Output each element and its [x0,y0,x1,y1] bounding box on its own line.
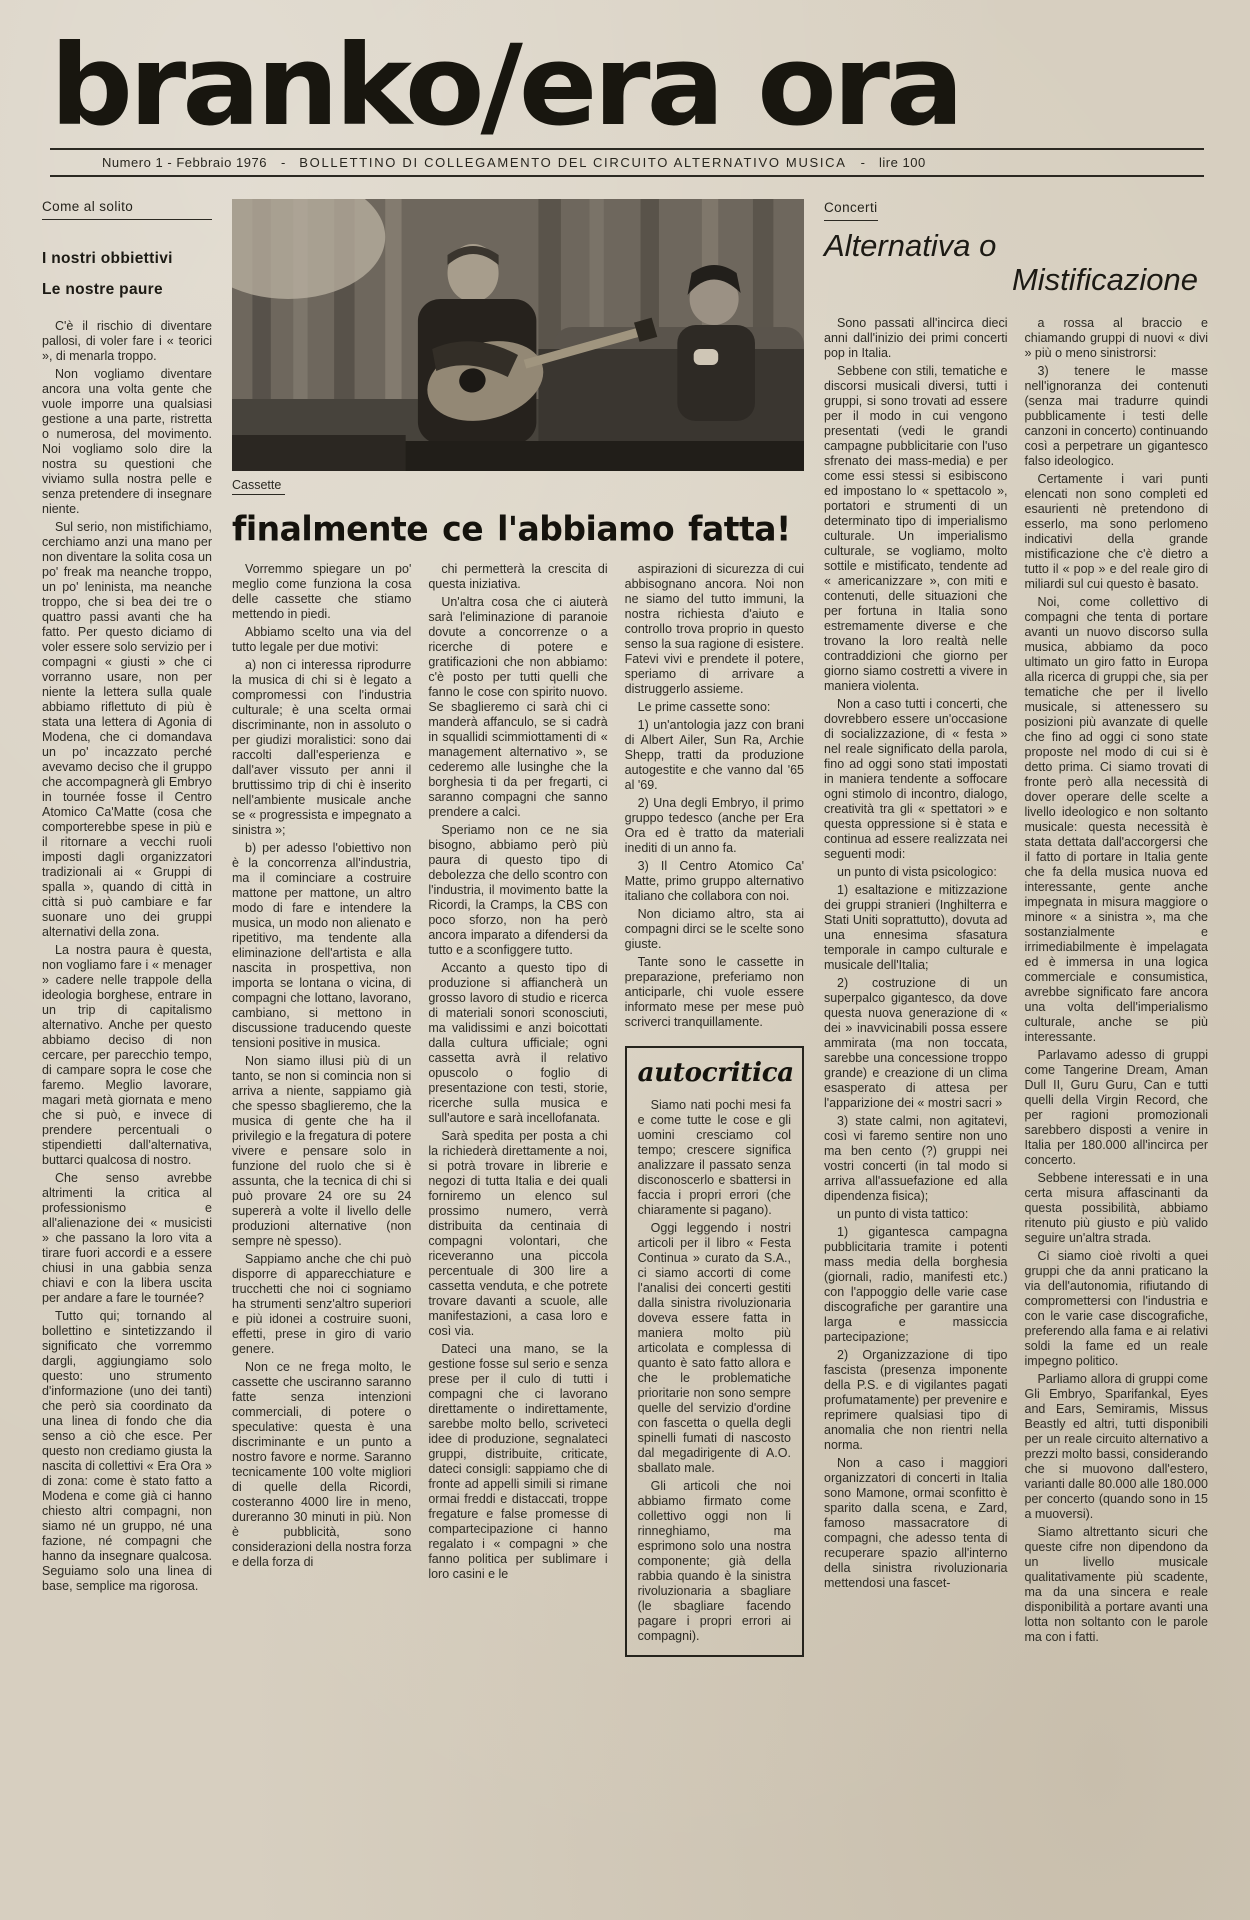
paragraph: un punto di vista tattico: [837,1207,969,1222]
paragraph: Dateci una mano, se la gestione fosse sul serio e senza prese per il culo di tutti i compagni che ci lavorano direttamente o indirettamente, sarebbe molto bello, scriveteci idee di produzione, segnalateci gruppi, distribuite, criticate, dateci consigli: sappiamo che di fronte ad appelli simili si rimane ormai freddi e distaccati, troppe fregature e false promesse di compartecipazione ci hanno regalato i « compagni » che fanno politica per sublimare i loro casini e le [428,1341,608,1581]
paragraph: 2) Una degli Embryo, il primo gruppo tedesco (anche per Era Ora ed è tratto da materiali inediti di un anno fa. [624,795,804,855]
kicker-concerti: Concerti [824,200,878,221]
paragraph: Sul serio, non mistifichiamo, cerchiamo anzi una mano per non diventare la solita cosa un po' freak ma neanche troppo, un po' leninista, ma neanche troppo, che si bea dei tre o quattro passi avanti che ha fatto. Per questo diciamo di voler essere solo servizio per i compagni « giusti » che ci vorranno usare, non per niente la lettera sulla quale abbiamo riflettuto di più è stata una lettera di Agonia di Modena, che ci domandava un po' incazzato perché avevamo deciso che il gruppo che accompagnerà gli Embryo in tournée fosse il Centro Atomico Ca'Matte (cosa che comporterebbe spese in più e il ritornare a vecchi ruoli imposti dagli organizzatori tradizionali ai « Gruppi di spalla », quando di città in città si può cambiare e far suonare uno dei gruppi alternativi della zona. [42,519,212,939]
photo-caption-cassette: Cassette [232,478,285,495]
left-article-body [42,319,212,1594]
paragraph: Abbiamo scelto una via del tutto legale per due motivi: [232,624,412,654]
paragraph: Non a caso i maggiori organizzatori di concerti in Italia sono Mamone, ormai sconfitto è sparito dalla scena, e Zard, famoso massacratore di compagni, che adesso tenta di recuperare spazio all'interno della sinistra rivoluzionaria mettendosi una fascet- [824,1456,1008,1591]
concerti-column-2 [1025,316,1209,1648]
photo-blues-musician-and-woman [232,199,804,471]
paragraph: chi permetterà la crescita di questa iniziativa. [428,561,608,591]
masthead [42,21,1208,177]
issue-number: Numero 1 - Febbraio 1976 [102,154,267,170]
cassette-column-3-body [625,562,804,1030]
cassette-column-1 [232,562,411,1657]
paragraph: Sebbene con stili, tematiche e discorsi musicali diversi, tutti i gruppi, si sono trovati ad essere per il modo in cui vengono presentati (vedi le grandi campagne pubblicitarie con l'uso sfrenato dei mass-media) e per come essi stessi si esibiscono ed impostano lo « spettacolo », portatori e strumenti di un determinato tipo di imperialismo culturale. Un imperialismo culturale, se vogliamo, molto sottile e mistificato, tendente ad « americanizzare », con miti e contenuti, delle situazioni che per fortuna in Italia sono estremamente diverse e che trovano la loro realtà nelle contraddizioni che giorno per giorno siamo costretti a vivere in maniera violenta. [824,364,1008,694]
paragraph: a) non ci interessa riprodurre la musica di chi si è legato a compromessi con l'industria culturale; è una scelta ormai discriminante, non in assoluto o per giudizi moralistici: sono dai raccolti dall'esperienza e dall'aver vissuto per anni il bruttissimo trip di chi è inserito nell'ambiente musicale anche se « progressista e impegnato a sinistra »; [232,657,412,837]
cassette-column-3 [625,562,804,1657]
heading-obbiettivi: I nostri obbiettivi [42,249,173,267]
paragraph: a rossa al braccio e chiamando gruppi di nuovi « divi » più o meno sinistrorsi: [1024,316,1208,361]
paragraph: 3) tenere le masse nell'ignoranza dei contenuti (senza mai tradurre quindi pubblicamente i testi delle canzoni in concerto) continuando così a perpetrare un gigantesco falso ideologico. [1024,364,1208,469]
paragraph: Non a caso tutti i concerti, che dovrebbero essere un'occasione di socializzazione, di « festa » nel reale significato della parola, fino ad oggi sono stati impostati in maniera tendente a soffocare ogni stimolo di incontro, dialogo, creatività tra gli « spettatori » e questa oppressione si è stata e continua ad essere realizzata nei seguenti modi: [824,697,1008,862]
concerti-headline [824,229,1208,298]
paragraph: Siamo altrettanto sicuri che queste cifre non dipendono da un livello musicale qualitativamente più scadente, ma da una sincera e reale disponibilità a portare avanti una lotta non soltanto con le parole ma con i fatti. [1024,1525,1208,1645]
concerti-headline-line2: Mistificazione [1011,262,1198,298]
paragraph: Parliamo allora di gruppi come Gli Embryo, Sparifankal, Eyes and Ears, Semiramis, Missus Beastly ed altri, tutti disponibili per un reale circuito alternativo a prezzi molto bassi, considerando che si muovono dall'estero, varianti dalle 80.000 alle 180.000 per concerto (quando sono in 15 a muoversi). [1024,1372,1208,1522]
paragraph: Accanto a questo tipo di produzione si affiancherà un grosso lavoro di studio e ricerca di materiali sonori sconosciuti, ma validissimi e anzi boicottati dalla cultura ufficiale; ogni cassetta avrà il relativo opuscolo o foglio di presentazione con testi, storie, ricerche sulla musica e sull'autore e sarà incellofanata. [428,960,608,1125]
cassette-column-2 [428,562,607,1657]
paragraph: Sappiamo anche che chi può disporre di apparecchiature e trucchetti che noi ci sogniamo ha strumenti senz'altro superiori e più idonei a costruire suoni, effetti, prese in giro di vario genere. [232,1251,412,1356]
paragraph: Tante sono le cassette in preparazione, preferiamo non anticiparle, chi vuole essere informato mese per mese può scriverci tranquillamente. [624,954,804,1029]
paragraph: 1) un'antologia jazz con brani di Albert Ailer, Sun Ra, Archie Shepp, tratti da produzione autogestite e che vanno dal '65 al '69. [624,717,804,792]
content-grid [42,199,1208,1657]
paragraph: Che senso avrebbe altrimenti la critica al professionismo e all'alienazione dei « musicisti » che passano la loro vita a tirare fuori accordi e a essere chiusi in una gabbia senza chiavi e con la libera uscita per andare a fare le tournée? [42,1170,212,1305]
paragraph: Le prime cassette sono: [637,699,771,714]
paragraph: b) per adesso l'obiettivo non è la concorrenza all'industria, ma il cominciare a costruire mattone per mattone, un altro modo di fare e intendere la musica, un modo non alienato e ripetitivo, ma tendente alla eliminazione dell'artista e alla nascita in prospettiva, non importa se lontana o vicina, di compagni che lottano, lavorano, cambiano, si mettono in discussione traducendo queste tensioni positive in musica. [232,840,412,1050]
paragraph: Non vogliamo diventare ancora una volta gente che vuole imporre una qualsiasi gestione a una parte, ristretta o numerosa, del movimento. Noi vogliamo solo dire la nostra su questioni che viviamo sulla nostra pelle e senza pretendere di insegnare niente. [42,366,212,516]
autocritica-box [625,1046,804,1657]
concerti-headline-line1: Alternativa o [824,227,997,263]
paragraph: Un'altra cosa che ci aiuterà sarà l'eliminazione di paranoie dovute a concorrenze o a ricerche di potere e gratificazioni che non abbiamo: c'è posto per tutti quelli che fanno le cose con spirito nuovo. Se sbaglieremo ci sarà chi ci manderà affanculo, se si cadrà in squallidi scimmiottamenti di « management alternativo », se cederemo alle lusinghe che la borghesia ti da per fregarti, ci saranno compagni che sanno prendere a calci. [428,594,608,819]
paragraph: Non ce ne frega molto, le cassette che usciranno saranno fatte senza intenzioni commerciali, di potere o speculative: questa è una discriminante e un punto a nostro favore e norme. Saranno tecnicamente 100 volte migliori di quelle della Ricordi, costeranno 4000 lire in meno, dureranno 30 minuti in più. Non è pubblicità, sono considerazioni della nostra forza e della forza di [232,1359,412,1569]
cassette-headline: finalmente ce l'abbiamo fatta! [232,508,791,549]
concerti-column-1 [824,316,1008,1648]
paragraph: Non siamo illusi più di un tanto, se non si comincia non si arriva a niente, sappiamo già che spesso sbaglieremo, che la musica di gente che ha il privilegio e la fregatura di potere vivere e pensare solo in funzione del ruolo che si è assunta, che la tecnica di chi si può provare 24 ore su 24 supererà a volte il livello delle produzioni alternative (non sempre nè spesso). [232,1053,412,1248]
paragraph: Speriamo non ce ne sia bisogno, abbiamo però più paura di questo tipo di debolezza che dello scontro con l'industria, il movimento batte la Ricordi, la Cramps, la CBS con poco sforzo, non ha però ancora imparato a difendersi da tutto e a sconfiggere tutto. [428,822,608,957]
kicker-come-al-solito: Come al solito [42,199,212,220]
paragraph: Sarà spedita per posta a chi la richiederà direttamente a noi, si potrà trovare in librerie e negozi di tutta Italia e dei quali forniremo un elenco sul prossimo numero, verrà distribuita da centinaia di compagni volontari, che riceveranno una piccola percentuale di 300 lire a cassetta venduta, e che potrete trovare davanti a scuole, alle manifestazioni, a casa loro e così via. [428,1128,608,1338]
paragraph: La nostra paura è questa, non vogliamo fare i « menager » cadere nelle trappole della ideologia borghese, entrare in un trip di capitalismo alternativo. Anche per questo abbiamo deciso di non cercare, per parecchio tempo, di campare sopra le cose che faremo. Meglio lavorare, magari metà giornata e meno che si può, e invece di prendere percentuali o stipendietti dall'alternativa, buttarci qualcosa di nostro. [42,942,212,1167]
paragraph: 3) Il Centro Atomico Ca' Matte, primo gruppo alternativo italiano che collabora con noi. [624,858,804,903]
concerti-section [824,199,1208,1657]
paragraph: Gli articoli che noi abbiamo firmato come collettivo oggi non li rinneghiamo, ma esprimono solo una nostra componente; già della rabbia quando è la sinistra rivoluzionaria a sbagliare (le sbagliare facendo pagare i propri errori ai compagni). [637,1478,791,1643]
paragraph: 1) esaltazione e mitizzazione dei gruppi stranieri (Inghilterra e Stati Uniti soprattutto), dovuta ad una ennesima sfasatura temporale in campo culturale e musicale dell'Italia; [824,883,1008,973]
photo-illustration [232,199,804,471]
separator: - [280,154,286,170]
issue-bar [50,148,1204,177]
autocritica-title: autocritica [637,1057,794,1088]
paragraph: un punto di vista psicologico: [837,865,997,880]
paragraph: Certamente i vari punti elencati non sono completi ed esaurienti nè pretendono di esserlo, ma sono perlomeno indicativi della grande mistificazione che c'è dietro a tutto il « pop » e del reale giro di miliardi sul cui questo è basato. [1024,472,1208,592]
paragraph: C'è il rischio di diventare pallosi, di voler fare i « teorici », di menarla troppo. [42,318,212,363]
paragraph: Siamo nati pochi mesi fa e come tutte le cose e gli uomini cresciamo col tempo; crescere significa analizzare il passato senza disconoscerlo e sbattersi in faccia i propri errori (che chiaramente si pagano). [637,1097,791,1217]
paragraph: Tutto qui; tornando al bollettino e sintetizzando il significato che vorremmo dargli, aggiungiamo solo questo: uno strumento d'informazione (uno dei tanti) che però sia coordinato da una linea di fondo che dia senso a ciò che esce. Per questo non crediamo giusta la nascita di collettivi « Era Ora » di zona: come è stato fatto a Modena e come già ci hanno chiesto altri compagni, non siamo né un gruppo, né una fazione, né compagni che hanno da insegnare qualcosa. Seguiamo solo una linea di base, semplice ma rigorosa. [42,1308,212,1593]
paragraph: Oggi leggendo i nostri articoli per il libro « Festa Continua » curato da S.A., ci siamo accorti di come l'analisi dei concerti gestiti dalla sinistra rivoluzionaria doveva essere fatta in maniera molto più articolata e complessa di quanto è sato fatto allora e che le problematiche prioritarie non sono sempre quelle del servizio d'ordine con fascetta o quella degli spinelli fumati di nascosto dal megadirigente di A.O. sballato male. [637,1220,791,1475]
bulletin-subtitle: BOLLETTINO DI COLLEGAMENTO DEL CIRCUITO ALTERNATIVO MUSICA [299,154,847,170]
cassette-section [232,199,804,1657]
left-article [42,199,212,1657]
autocritica-body [638,1098,791,1644]
paragraph: 3) state calmi, non agitatevi, così vi faremo sentire non uno ma ben cento (?) gruppi nei vostri concerti (in tal modo si arriva all'assuefazione ed alla dipendenza fisica); [824,1114,1008,1204]
paragraph: Ci siamo cioè rivolti a quei gruppi che da anni praticano la via dell'autonomia, rifiutando di compromettersi con l'industria e con le varie case discografiche, preferendo alla fama e ai relativi soldi la fame ed un reale impegno politico. [1024,1249,1208,1369]
heading-paure: Le nostre paure [42,280,163,298]
paragraph: Sebbene interessati e in una certa misura affascinanti da questa possibilità, abbiamo ritenuto più giusto e più valido seguire un'altra strada. [1024,1171,1208,1246]
paragraph: Vorremmo spiegare un po' meglio come funziona la cosa delle cassette che stiamo mettendo in piedi. [232,561,412,621]
paragraph: aspirazioni di sicurezza di cui abbisognano ancora. Noi non ne siamo del tutto immuni, la nostra richiesta d'aiuto e controllo trova proprio in questo senso la sua ragione di esistere. Fatevi vivi e prendete il potere, speriamo di arrivare a distruggerlo assieme. [624,561,804,696]
masthead-title: branko/era ora [50,21,961,152]
paragraph: Noi, come collettivo di compagni che tenta di portare avanti un nuovo discorso sulla musica, abbiamo da poco ultimato un giro fatto in Europa alla ricerca di gruppi che, sia per tematiche che per il livello musicale, si attenessero su posizioni più avanzate di quelle che fino ad oggi ci sono state proposte nel modo di cui si è detto prima. Ci siamo trovati di fronte però alla necessità di dover operare delle scelte a livello ideologico e non soltanto musicale: questa necessità è stata dettata dall'accorgersi che il fatto di portare in Italia gente che fa della musica nuova ed interessante, gente anche impegnata in misura maggiore o minore « a sinistra », ma che sostanzialmente e irrimediabilmente è impelagata ed è immersa in una logica commerciale e consumistica, avrebbe significato fare ancora una volta dell'imperialismo culturale, anche se più interessante. [1024,595,1208,1045]
paragraph: Non diciamo altro, sta ai compagni dirci se le scelte sono giuste. [624,906,804,951]
cassette-columns [232,562,804,1657]
paragraph: Parlavamo adesso di gruppi come Tangerine Dream, Aman Dull II, Guru Guru, Can e tutti quelli della Virgin Record, che per ragioni promozionali sarebbero disposti a venire in Italia per 180.000 all'incirca per concerto. [1024,1048,1208,1168]
paragraph: Sono passati all'incirca dieci anni dall'inizio dei primi concerti pop in Italia. [824,316,1008,361]
concerti-columns [824,316,1208,1648]
issue-price: lire 100 [878,154,926,170]
paragraph: 2) costruzione di un superpalco gigantesco, da dove questa nuova generazione di « dei » inavvicinabili possa essere ammirata (ma non toccata, sarebbe una concessione troppo grande) e creazione di un clima esasperato di attesa per l'apparizione dei « mostri sacri » [824,976,1008,1111]
paragraph: 1) gigantesca campagna pubblicitaria tramite i potenti mass media della borghesia (giornali, radio, manifesti etc.) con l'appoggio delle varie case discografiche per garantire una larga e massiccia partecipazione; [824,1225,1008,1345]
separator: - [860,154,865,170]
paragraph: 2) Organizzazione di tipo fascista (presenza imponente della P.S. e di vigilantes pagati profumatamente) per prevenire e reprimere qualsiasi tipo di anomalia che non rientri nella norma. [824,1348,1008,1453]
